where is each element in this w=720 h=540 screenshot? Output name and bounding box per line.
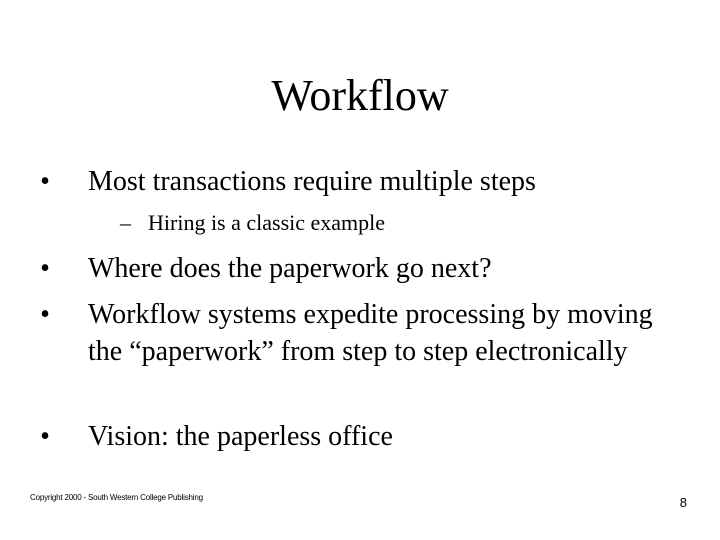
slide-title: Workflow xyxy=(271,71,449,120)
bullet-text: Vision: the paperless office xyxy=(88,421,393,452)
bullet-text: Workflow systems expedite processing by moving the “paperwork” from step to step electronically xyxy=(88,299,653,367)
sub-bullet-marker: – xyxy=(120,210,131,235)
bullet-text: Where does the paperwork go next? xyxy=(88,253,492,284)
bullet-marker: • xyxy=(40,299,50,330)
bullet-text: Most transactions require multiple steps xyxy=(88,166,536,197)
bullet-item xyxy=(30,296,690,370)
page-number: 8 xyxy=(679,495,687,510)
bullet-item xyxy=(30,163,690,200)
bullet-item xyxy=(30,250,690,287)
sub-bullet-text: Hiring is a classic example xyxy=(148,210,386,235)
bullet-marker: • xyxy=(40,421,50,452)
bullet-marker: • xyxy=(40,166,50,197)
copyright-footer: Copyright 2000 - South Western College Publishing xyxy=(30,493,203,502)
sub-bullet-item xyxy=(120,209,680,237)
bullet-marker: • xyxy=(40,253,50,284)
bullet-item xyxy=(30,418,690,455)
